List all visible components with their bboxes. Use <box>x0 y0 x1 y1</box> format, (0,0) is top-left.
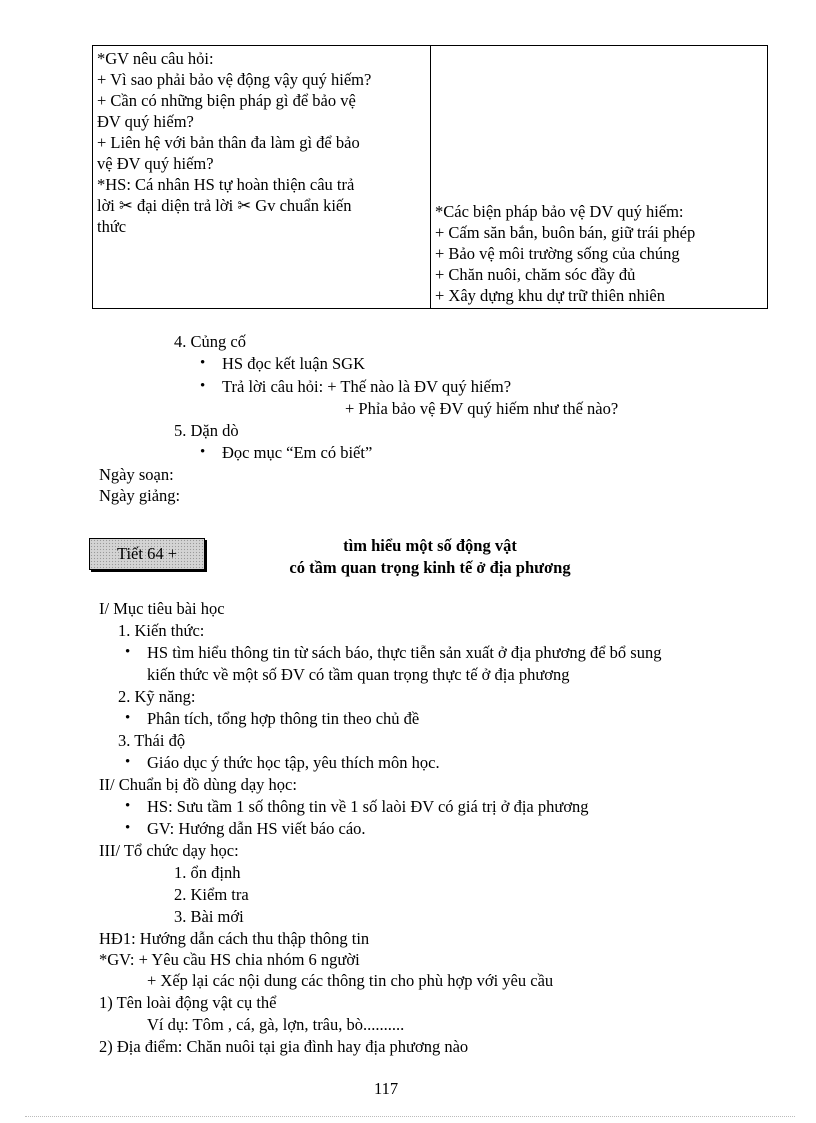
step-item: 1. ổn định <box>174 863 241 882</box>
date-prepared: Ngày soạn: <box>99 465 174 484</box>
table-left-line: + Cần có những biện pháp gì để bảo vệ <box>97 91 356 110</box>
date-taught: Ngày giảng: <box>99 486 181 505</box>
table-right-line: + Xây dựng khu dự trữ thiên nhiên <box>435 286 665 305</box>
table-right-line: *Các biện pháp bảo vệ DV quý hiếm: <box>435 202 684 221</box>
activity-heading: HĐ1: Hướng dẫn cách thu thập thông tin <box>99 929 370 948</box>
review-heading: 4. Củng cố <box>174 332 246 351</box>
section-heading: II/ Chuẩn bị đồ dùng dạy học: <box>99 775 297 794</box>
table-right-line: + Cấm săn bắn, buôn bán, giữ trái phép <box>435 223 696 242</box>
section-heading: III/ Tổ chức dạy học: <box>99 841 239 860</box>
subsection-heading: 3. Thái độ <box>118 731 186 750</box>
subsection-heading: 1. Kiến thức: <box>118 621 205 640</box>
activity-line: *GV: + Yêu cầu HS chia nhóm 6 người <box>99 950 360 969</box>
review-item: • HS đọc kết luận SGK <box>222 353 365 374</box>
activity-line: + Xếp lại các nội dung các thông tin cho phù hợp với yêu cầu <box>147 971 554 990</box>
lesson-title: tìm hiểu một số động vật <box>343 536 517 555</box>
list-item-cont: kiến thức về một số ĐV có tầm quan trọng thực tế ở địa phương <box>147 665 570 684</box>
step-item: 3. Bài mới <box>174 907 244 926</box>
list-item: • Giáo dục ý thức học tập, yêu thích môn học. <box>147 752 440 773</box>
homework-heading: 5. Dặn dò <box>174 421 239 440</box>
step-item: 2. Kiểm tra <box>174 885 249 904</box>
list-item: • GV: Hướng dẫn HS viết báo cáo. <box>147 818 366 839</box>
table-left-line: lời ✂ đại diện trả lời ✂ Gv chuẩn kiến <box>97 196 352 215</box>
lesson-number-box <box>89 538 205 570</box>
table-left-line: + Liên hệ với bản thân đa làm gì để bảo <box>97 133 360 152</box>
table-right-line: + Bảo vệ môi trường sống của chúng <box>435 244 680 263</box>
section-heading: I/ Mục tiêu bài học <box>99 599 225 618</box>
lesson-number: Tiết 64 + <box>116 544 178 563</box>
activity-line: 2) Địa điểm: Chăn nuôi tại gia đình hay địa phương nào <box>99 1037 469 1056</box>
subsection-heading: 2. Kỹ năng: <box>118 687 196 706</box>
page-number: 117 <box>374 1079 399 1098</box>
review-item-cont: + Phỉa bảo vệ ĐV quý hiếm như thế nào? <box>345 399 619 418</box>
footer-divider <box>25 1116 795 1117</box>
list-item: • HS tìm hiểu thông tin từ sách báo, thực tiễn sản xuất ở địa phương để bổ sung <box>147 642 661 663</box>
activity-line: 1) Tên loài động vật cụ thể <box>99 993 277 1012</box>
table-left-line: + Vì sao phải bảo vệ động vậy quý hiếm? <box>97 70 372 89</box>
table-right-cell <box>431 46 768 309</box>
table-left-cell <box>93 46 431 309</box>
table-left-line: *GV nêu câu hỏi: <box>97 49 214 68</box>
table-left-line: thức <box>97 217 127 236</box>
table-right-line: + Chăn nuôi, chăm sóc đầy đủ <box>435 265 636 284</box>
list-item: • Phân tích, tổng hợp thông tin theo chủ đề <box>147 708 419 729</box>
review-item: • Trả lời câu hỏi: + Thế nào là ĐV quý hiếm? <box>222 376 511 397</box>
table-left-line: *HS: Cá nhân HS tự hoàn thiện câu trả <box>97 175 355 194</box>
table-left-line: ĐV quý hiếm? <box>97 112 194 131</box>
lesson-title: có tầm quan trọng kinh tế ở địa phương <box>289 558 571 577</box>
lesson-table <box>92 45 768 309</box>
homework-item: • Đọc mục “Em có biết” <box>222 442 372 463</box>
table-left-line: vệ ĐV quý hiếm? <box>97 154 214 173</box>
activity-line: Ví dụ: Tôm , cá, gà, lợn, trâu, bò.......... <box>147 1015 405 1034</box>
list-item: • HS: Sưu tầm 1 số thông tin về 1 số laòi ĐV có giá trị ở địa phương <box>147 796 589 817</box>
